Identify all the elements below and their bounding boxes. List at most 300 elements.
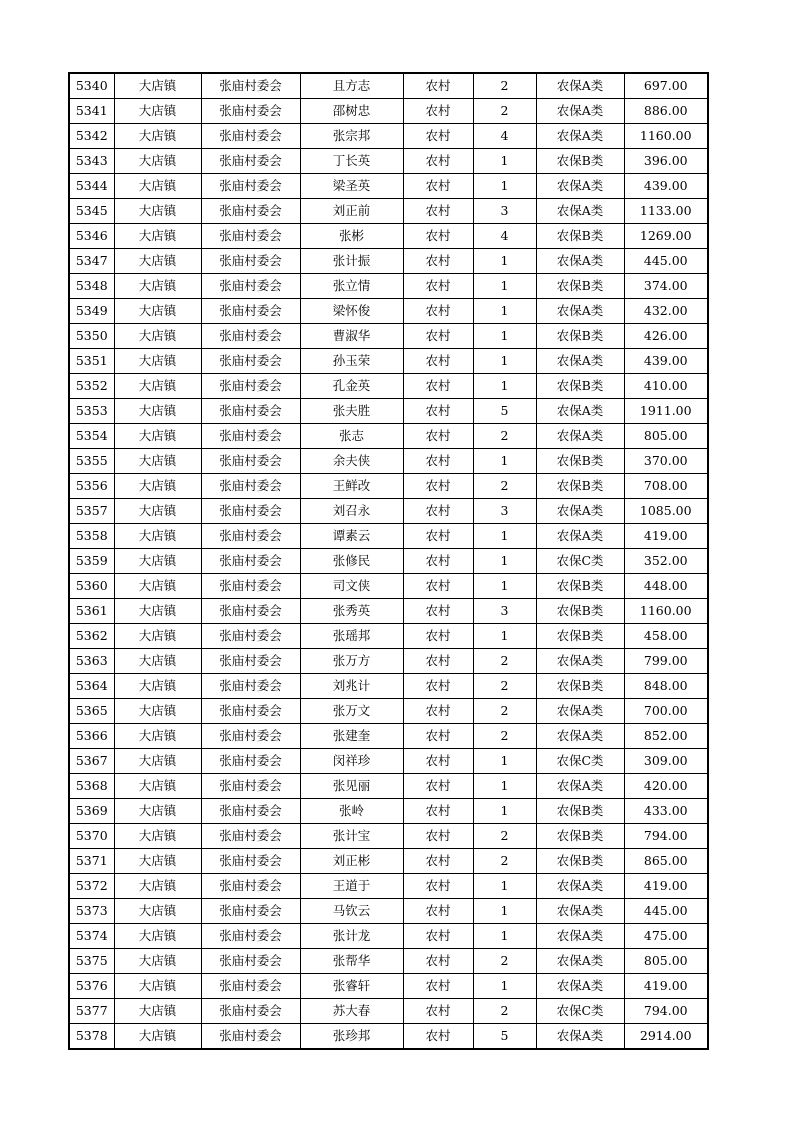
table-row <box>69 449 708 474</box>
amount-cell: 419.00 <box>624 974 708 999</box>
household-size-cell: 2 <box>473 424 536 449</box>
serial-number-cell: 5361 <box>69 599 114 624</box>
town-cell: 大店镇 <box>114 499 201 524</box>
town-cell: 大店镇 <box>114 599 201 624</box>
insurance-class-cell: 农保A类 <box>536 899 624 924</box>
name-cell: 刘召永 <box>300 499 403 524</box>
area-type-cell: 农村 <box>403 699 473 724</box>
amount-cell: 370.00 <box>624 449 708 474</box>
name-cell: 且方志 <box>300 73 403 99</box>
amount-cell: 439.00 <box>624 349 708 374</box>
village-committee-cell: 张庙村委会 <box>201 799 300 824</box>
amount-cell: 352.00 <box>624 549 708 574</box>
serial-number-cell: 5376 <box>69 974 114 999</box>
village-committee-cell: 张庙村委会 <box>201 599 300 624</box>
amount-cell: 1160.00 <box>624 599 708 624</box>
household-size-cell: 1 <box>473 524 536 549</box>
household-size-cell: 3 <box>473 599 536 624</box>
area-type-cell: 农村 <box>403 1024 473 1050</box>
serial-number-cell: 5354 <box>69 424 114 449</box>
household-size-cell: 4 <box>473 124 536 149</box>
table-row <box>69 524 708 549</box>
amount-cell: 805.00 <box>624 949 708 974</box>
village-committee-cell: 张庙村委会 <box>201 624 300 649</box>
table-row <box>69 199 708 224</box>
insurance-class-cell: 农保C类 <box>536 549 624 574</box>
village-committee-cell: 张庙村委会 <box>201 674 300 699</box>
insurance-class-cell: 农保B类 <box>536 449 624 474</box>
name-cell: 马钦云 <box>300 899 403 924</box>
serial-number-cell: 5370 <box>69 824 114 849</box>
area-type-cell: 农村 <box>403 974 473 999</box>
town-cell: 大店镇 <box>114 649 201 674</box>
name-cell: 刘正彬 <box>300 849 403 874</box>
insurance-class-cell: 农保A类 <box>536 349 624 374</box>
table-row <box>69 1024 708 1050</box>
serial-number-cell: 5363 <box>69 649 114 674</box>
insurance-class-cell: 农保A类 <box>536 399 624 424</box>
village-committee-cell: 张庙村委会 <box>201 999 300 1024</box>
area-type-cell: 农村 <box>403 474 473 499</box>
area-type-cell: 农村 <box>403 399 473 424</box>
amount-cell: 445.00 <box>624 899 708 924</box>
serial-number-cell: 5345 <box>69 199 114 224</box>
town-cell: 大店镇 <box>114 174 201 199</box>
village-committee-cell: 张庙村委会 <box>201 374 300 399</box>
town-cell: 大店镇 <box>114 1024 201 1050</box>
household-size-cell: 2 <box>473 999 536 1024</box>
serial-number-cell: 5356 <box>69 474 114 499</box>
amount-cell: 1160.00 <box>624 124 708 149</box>
household-size-cell: 1 <box>473 349 536 374</box>
household-size-cell: 2 <box>473 824 536 849</box>
insurance-class-cell: 农保B类 <box>536 149 624 174</box>
town-cell: 大店镇 <box>114 449 201 474</box>
insurance-class-cell: 农保B类 <box>536 224 624 249</box>
town-cell: 大店镇 <box>114 949 201 974</box>
amount-cell: 433.00 <box>624 799 708 824</box>
town-cell: 大店镇 <box>114 73 201 99</box>
town-cell: 大店镇 <box>114 699 201 724</box>
table-row <box>69 649 708 674</box>
insurance-class-cell: 农保A类 <box>536 874 624 899</box>
town-cell: 大店镇 <box>114 974 201 999</box>
name-cell: 张计龙 <box>300 924 403 949</box>
table-row <box>69 849 708 874</box>
area-type-cell: 农村 <box>403 574 473 599</box>
serial-number-cell: 5343 <box>69 149 114 174</box>
area-type-cell: 农村 <box>403 224 473 249</box>
serial-number-cell: 5369 <box>69 799 114 824</box>
name-cell: 张宗邦 <box>300 124 403 149</box>
area-type-cell: 农村 <box>403 499 473 524</box>
amount-cell: 419.00 <box>624 874 708 899</box>
household-size-cell: 1 <box>473 274 536 299</box>
village-committee-cell: 张庙村委会 <box>201 249 300 274</box>
name-cell: 孙玉荣 <box>300 349 403 374</box>
name-cell: 邵树忠 <box>300 99 403 124</box>
household-size-cell: 5 <box>473 1024 536 1050</box>
household-size-cell: 1 <box>473 799 536 824</box>
serial-number-cell: 5365 <box>69 699 114 724</box>
village-committee-cell: 张庙村委会 <box>201 449 300 474</box>
household-size-cell: 1 <box>473 899 536 924</box>
insurance-class-cell: 农保B类 <box>536 474 624 499</box>
table-row <box>69 349 708 374</box>
village-committee-cell: 张庙村委会 <box>201 349 300 374</box>
insurance-class-cell: 农保B类 <box>536 674 624 699</box>
name-cell: 刘正前 <box>300 199 403 224</box>
town-cell: 大店镇 <box>114 574 201 599</box>
insurance-class-cell: 农保A类 <box>536 174 624 199</box>
name-cell: 孔金英 <box>300 374 403 399</box>
amount-cell: 708.00 <box>624 474 708 499</box>
table-row <box>69 424 708 449</box>
insurance-class-cell: 农保A类 <box>536 299 624 324</box>
amount-cell: 697.00 <box>624 73 708 99</box>
insurance-class-cell: 农保A类 <box>536 249 624 274</box>
insurance-class-cell: 农保A类 <box>536 699 624 724</box>
household-size-cell: 1 <box>473 249 536 274</box>
table-row <box>69 274 708 299</box>
amount-cell: 700.00 <box>624 699 708 724</box>
name-cell: 张计宝 <box>300 824 403 849</box>
town-cell: 大店镇 <box>114 799 201 824</box>
area-type-cell: 农村 <box>403 924 473 949</box>
name-cell: 张珍邦 <box>300 1024 403 1050</box>
village-committee-cell: 张庙村委会 <box>201 174 300 199</box>
amount-cell: 439.00 <box>624 174 708 199</box>
name-cell: 张秀英 <box>300 599 403 624</box>
insurance-class-cell: 农保C类 <box>536 749 624 774</box>
serial-number-cell: 5373 <box>69 899 114 924</box>
name-cell: 张万方 <box>300 649 403 674</box>
insurance-class-cell: 农保A类 <box>536 99 624 124</box>
insurance-class-cell: 农保A类 <box>536 974 624 999</box>
name-cell: 张彬 <box>300 224 403 249</box>
town-cell: 大店镇 <box>114 924 201 949</box>
household-size-cell: 1 <box>473 299 536 324</box>
town-cell: 大店镇 <box>114 124 201 149</box>
insurance-class-cell: 农保A类 <box>536 124 624 149</box>
household-size-cell: 1 <box>473 874 536 899</box>
household-size-cell: 1 <box>473 749 536 774</box>
table-row <box>69 949 708 974</box>
table-row <box>69 749 708 774</box>
area-type-cell: 农村 <box>403 724 473 749</box>
village-committee-cell: 张庙村委会 <box>201 274 300 299</box>
amount-cell: 432.00 <box>624 299 708 324</box>
town-cell: 大店镇 <box>114 474 201 499</box>
insurance-class-cell: 农保B类 <box>536 374 624 399</box>
area-type-cell: 农村 <box>403 274 473 299</box>
amount-cell: 1133.00 <box>624 199 708 224</box>
insurance-class-cell: 农保A类 <box>536 73 624 99</box>
village-committee-cell: 张庙村委会 <box>201 899 300 924</box>
village-committee-cell: 张庙村委会 <box>201 524 300 549</box>
village-committee-cell: 张庙村委会 <box>201 199 300 224</box>
amount-cell: 794.00 <box>624 999 708 1024</box>
amount-cell: 458.00 <box>624 624 708 649</box>
table-row <box>69 299 708 324</box>
serial-number-cell: 5357 <box>69 499 114 524</box>
household-size-cell: 2 <box>473 73 536 99</box>
area-type-cell: 农村 <box>403 449 473 474</box>
amount-cell: 420.00 <box>624 774 708 799</box>
amount-cell: 865.00 <box>624 849 708 874</box>
household-size-cell: 1 <box>473 149 536 174</box>
serial-number-cell: 5352 <box>69 374 114 399</box>
serial-number-cell: 5347 <box>69 249 114 274</box>
table-row <box>69 599 708 624</box>
village-committee-cell: 张庙村委会 <box>201 974 300 999</box>
village-committee-cell: 张庙村委会 <box>201 324 300 349</box>
village-committee-cell: 张庙村委会 <box>201 949 300 974</box>
village-committee-cell: 张庙村委会 <box>201 299 300 324</box>
name-cell: 曹淑华 <box>300 324 403 349</box>
table-row <box>69 824 708 849</box>
name-cell: 张见丽 <box>300 774 403 799</box>
amount-cell: 799.00 <box>624 649 708 674</box>
household-size-cell: 2 <box>473 649 536 674</box>
serial-number-cell: 5358 <box>69 524 114 549</box>
table-row <box>69 324 708 349</box>
village-committee-cell: 张庙村委会 <box>201 724 300 749</box>
household-size-cell: 4 <box>473 224 536 249</box>
household-size-cell: 3 <box>473 499 536 524</box>
table-row <box>69 724 708 749</box>
name-cell: 张睿轩 <box>300 974 403 999</box>
amount-cell: 410.00 <box>624 374 708 399</box>
amount-cell: 419.00 <box>624 524 708 549</box>
area-type-cell: 农村 <box>403 174 473 199</box>
town-cell: 大店镇 <box>114 624 201 649</box>
name-cell: 王道于 <box>300 874 403 899</box>
table-row <box>69 224 708 249</box>
area-type-cell: 农村 <box>403 624 473 649</box>
name-cell: 张万文 <box>300 699 403 724</box>
area-type-cell: 农村 <box>403 149 473 174</box>
insurance-class-cell: 农保C类 <box>536 999 624 1024</box>
insurance-class-cell: 农保B类 <box>536 624 624 649</box>
serial-number-cell: 5372 <box>69 874 114 899</box>
area-type-cell: 农村 <box>403 99 473 124</box>
village-committee-cell: 张庙村委会 <box>201 149 300 174</box>
serial-number-cell: 5364 <box>69 674 114 699</box>
town-cell: 大店镇 <box>114 824 201 849</box>
amount-cell: 1911.00 <box>624 399 708 424</box>
village-committee-cell: 张庙村委会 <box>201 99 300 124</box>
serial-number-cell: 5374 <box>69 924 114 949</box>
area-type-cell: 农村 <box>403 73 473 99</box>
town-cell: 大店镇 <box>114 299 201 324</box>
insurance-class-cell: 农保B类 <box>536 799 624 824</box>
area-type-cell: 农村 <box>403 124 473 149</box>
town-cell: 大店镇 <box>114 224 201 249</box>
town-cell: 大店镇 <box>114 724 201 749</box>
household-size-cell: 1 <box>473 174 536 199</box>
town-cell: 大店镇 <box>114 874 201 899</box>
table-row <box>69 174 708 199</box>
serial-number-cell: 5377 <box>69 999 114 1024</box>
household-size-cell: 5 <box>473 399 536 424</box>
name-cell: 张修民 <box>300 549 403 574</box>
table-row <box>69 899 708 924</box>
table-row <box>69 999 708 1024</box>
amount-cell: 445.00 <box>624 249 708 274</box>
amount-cell: 2914.00 <box>624 1024 708 1050</box>
town-cell: 大店镇 <box>114 399 201 424</box>
insurance-class-cell: 农保A类 <box>536 499 624 524</box>
table-row <box>69 474 708 499</box>
data-table <box>68 72 709 1050</box>
table-row <box>69 99 708 124</box>
village-committee-cell: 张庙村委会 <box>201 824 300 849</box>
insurance-class-cell: 农保A类 <box>536 649 624 674</box>
serial-number-cell: 5375 <box>69 949 114 974</box>
name-cell: 王鲜改 <box>300 474 403 499</box>
household-size-cell: 2 <box>473 99 536 124</box>
household-size-cell: 1 <box>473 924 536 949</box>
town-cell: 大店镇 <box>114 274 201 299</box>
serial-number-cell: 5368 <box>69 774 114 799</box>
amount-cell: 794.00 <box>624 824 708 849</box>
town-cell: 大店镇 <box>114 249 201 274</box>
village-committee-cell: 张庙村委会 <box>201 224 300 249</box>
area-type-cell: 农村 <box>403 324 473 349</box>
household-size-cell: 1 <box>473 549 536 574</box>
name-cell: 张瑶邦 <box>300 624 403 649</box>
area-type-cell: 农村 <box>403 424 473 449</box>
amount-cell: 1269.00 <box>624 224 708 249</box>
village-committee-cell: 张庙村委会 <box>201 73 300 99</box>
insurance-class-cell: 农保B类 <box>536 824 624 849</box>
area-type-cell: 农村 <box>403 824 473 849</box>
name-cell: 张建奎 <box>300 724 403 749</box>
town-cell: 大店镇 <box>114 349 201 374</box>
serial-number-cell: 5378 <box>69 1024 114 1050</box>
area-type-cell: 农村 <box>403 524 473 549</box>
amount-cell: 886.00 <box>624 99 708 124</box>
area-type-cell: 农村 <box>403 999 473 1024</box>
town-cell: 大店镇 <box>114 524 201 549</box>
name-cell: 梁怀俊 <box>300 299 403 324</box>
serial-number-cell: 5341 <box>69 99 114 124</box>
table-row <box>69 124 708 149</box>
insurance-class-cell: 农保B类 <box>536 849 624 874</box>
table-row <box>69 799 708 824</box>
name-cell: 刘兆计 <box>300 674 403 699</box>
area-type-cell: 农村 <box>403 349 473 374</box>
household-size-cell: 2 <box>473 724 536 749</box>
town-cell: 大店镇 <box>114 374 201 399</box>
village-committee-cell: 张庙村委会 <box>201 474 300 499</box>
town-cell: 大店镇 <box>114 774 201 799</box>
serial-number-cell: 5366 <box>69 724 114 749</box>
serial-number-cell: 5359 <box>69 549 114 574</box>
village-committee-cell: 张庙村委会 <box>201 699 300 724</box>
household-size-cell: 1 <box>473 324 536 349</box>
serial-number-cell: 5349 <box>69 299 114 324</box>
amount-cell: 805.00 <box>624 424 708 449</box>
insurance-class-cell: 农保A类 <box>536 724 624 749</box>
village-committee-cell: 张庙村委会 <box>201 649 300 674</box>
insurance-class-cell: 农保B类 <box>536 599 624 624</box>
name-cell: 余夫侠 <box>300 449 403 474</box>
table-row <box>69 699 708 724</box>
name-cell: 张夫胜 <box>300 399 403 424</box>
amount-cell: 475.00 <box>624 924 708 949</box>
serial-number-cell: 5344 <box>69 174 114 199</box>
village-committee-cell: 张庙村委会 <box>201 849 300 874</box>
name-cell: 张计振 <box>300 249 403 274</box>
town-cell: 大店镇 <box>114 999 201 1024</box>
area-type-cell: 农村 <box>403 899 473 924</box>
serial-number-cell: 5340 <box>69 73 114 99</box>
area-type-cell: 农村 <box>403 649 473 674</box>
table-row <box>69 399 708 424</box>
table-body <box>69 73 708 1049</box>
village-committee-cell: 张庙村委会 <box>201 574 300 599</box>
village-committee-cell: 张庙村委会 <box>201 924 300 949</box>
area-type-cell: 农村 <box>403 749 473 774</box>
serial-number-cell: 5371 <box>69 849 114 874</box>
area-type-cell: 农村 <box>403 799 473 824</box>
area-type-cell: 农村 <box>403 249 473 274</box>
name-cell: 丁长英 <box>300 149 403 174</box>
amount-cell: 426.00 <box>624 324 708 349</box>
insurance-class-cell: 农保A类 <box>536 524 624 549</box>
area-type-cell: 农村 <box>403 949 473 974</box>
table-row <box>69 874 708 899</box>
town-cell: 大店镇 <box>114 549 201 574</box>
area-type-cell: 农村 <box>403 774 473 799</box>
town-cell: 大店镇 <box>114 199 201 224</box>
amount-cell: 1085.00 <box>624 499 708 524</box>
table-row <box>69 574 708 599</box>
town-cell: 大店镇 <box>114 899 201 924</box>
name-cell: 张岭 <box>300 799 403 824</box>
serial-number-cell: 5362 <box>69 624 114 649</box>
household-size-cell: 3 <box>473 199 536 224</box>
village-committee-cell: 张庙村委会 <box>201 124 300 149</box>
insurance-class-cell: 农保A类 <box>536 924 624 949</box>
area-type-cell: 农村 <box>403 849 473 874</box>
table-row <box>69 149 708 174</box>
area-type-cell: 农村 <box>403 874 473 899</box>
town-cell: 大店镇 <box>114 99 201 124</box>
area-type-cell: 农村 <box>403 374 473 399</box>
area-type-cell: 农村 <box>403 299 473 324</box>
area-type-cell: 农村 <box>403 674 473 699</box>
name-cell: 闵祥珍 <box>300 749 403 774</box>
table-row <box>69 624 708 649</box>
serial-number-cell: 5360 <box>69 574 114 599</box>
town-cell: 大店镇 <box>114 324 201 349</box>
amount-cell: 396.00 <box>624 149 708 174</box>
town-cell: 大店镇 <box>114 674 201 699</box>
serial-number-cell: 5353 <box>69 399 114 424</box>
village-committee-cell: 张庙村委会 <box>201 774 300 799</box>
village-committee-cell: 张庙村委会 <box>201 1024 300 1050</box>
table-row <box>69 924 708 949</box>
amount-cell: 848.00 <box>624 674 708 699</box>
table-row <box>69 974 708 999</box>
name-cell: 司文侠 <box>300 574 403 599</box>
serial-number-cell: 5351 <box>69 349 114 374</box>
area-type-cell: 农村 <box>403 549 473 574</box>
household-size-cell: 1 <box>473 774 536 799</box>
